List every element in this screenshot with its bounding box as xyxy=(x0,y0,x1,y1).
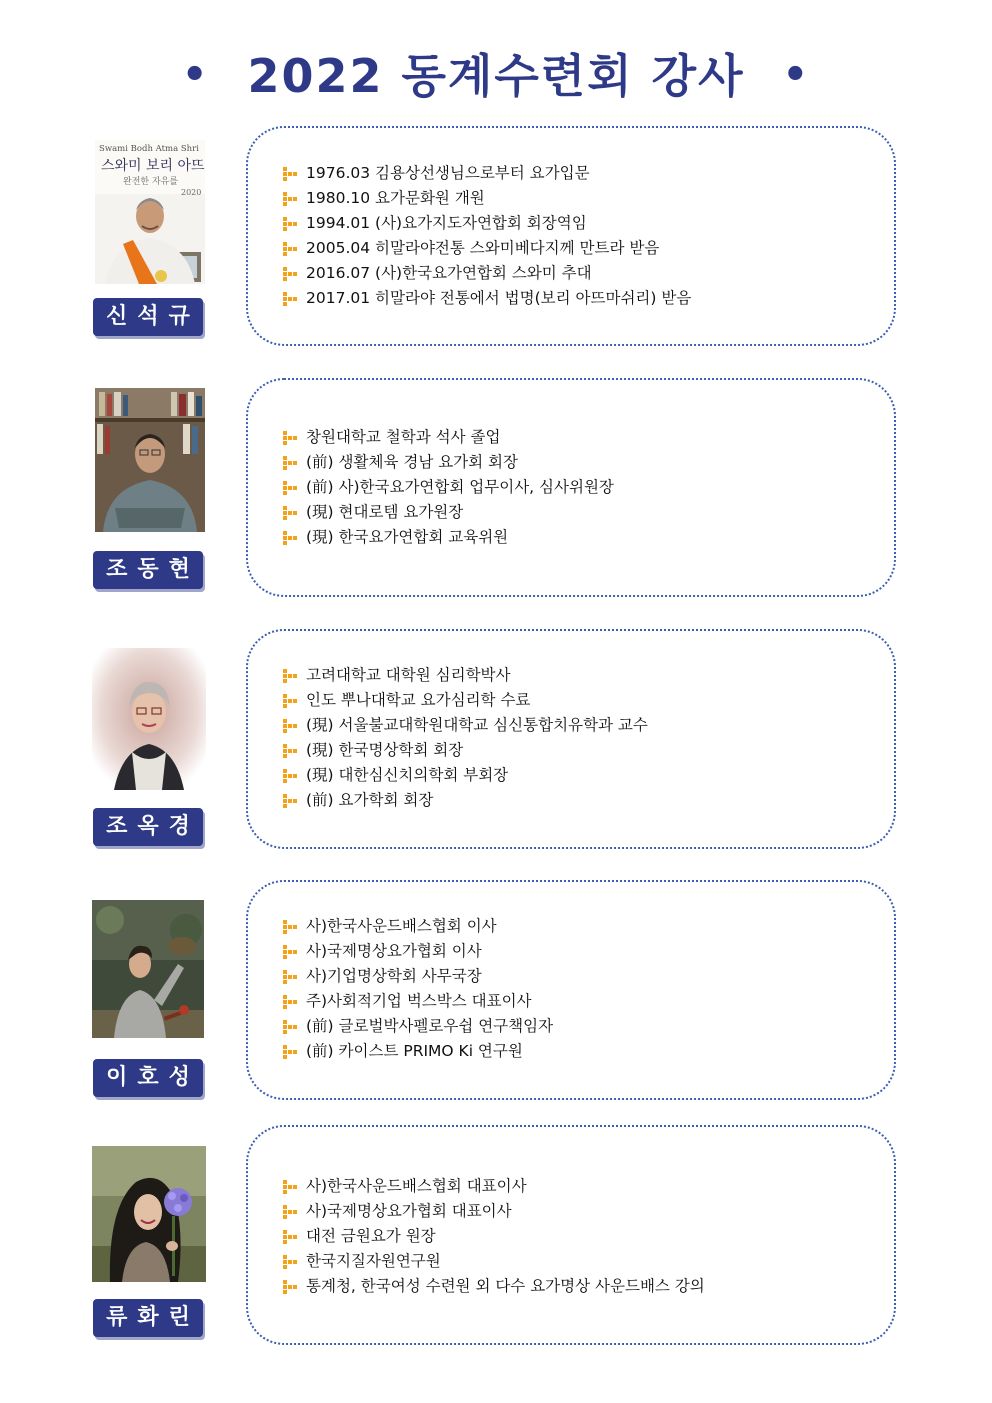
bullet-icon xyxy=(282,718,298,734)
bullet-icon xyxy=(282,505,298,521)
career-list-1 xyxy=(282,161,691,311)
speaker-name-2: 조동현 xyxy=(93,551,203,589)
list-item: (前) 요가학회 회장 xyxy=(282,788,648,813)
photo-caption-line4: 2020 xyxy=(181,188,202,197)
bullet-icon xyxy=(282,1254,298,1270)
bullet-icon xyxy=(282,291,298,307)
bullet-icon xyxy=(282,480,298,496)
list-item: (現) 한국요가연합회 교육위원 xyxy=(282,525,614,550)
career-list-3 xyxy=(282,663,648,813)
list-item: 1994.01 (사)요가지도자연합회 회장역임 xyxy=(282,211,691,236)
career-list-4 xyxy=(282,914,553,1064)
photo-caption-line1: Swami Bodh Atma Shri xyxy=(99,144,199,154)
list-item: 사)국제명상요가협회 대표이사 xyxy=(282,1199,705,1224)
list-item: 통계청, 한국여성 수련원 외 다수 요가명상 사운드배스 강의 xyxy=(282,1274,705,1299)
list-item: (現) 한국명상학회 회장 xyxy=(282,738,648,763)
bullet-icon xyxy=(282,241,298,257)
list-item: 사)기업명상학회 사무국장 xyxy=(282,964,553,989)
list-item: (前) 생활체육 경남 요가회 회장 xyxy=(282,450,614,475)
list-item: 2016.07 (사)한국요가연합회 스와미 추대 xyxy=(282,261,691,286)
speaker-photo-5 xyxy=(92,1146,206,1282)
list-item: 주)사회적기업 벅스박스 대표이사 xyxy=(282,989,553,1014)
career-list-2 xyxy=(282,425,614,550)
photo-caption-line3: 완전한 자유를 xyxy=(123,177,179,187)
list-item: 1980.10 요가문화원 개원 xyxy=(282,186,691,211)
bullet-icon xyxy=(282,693,298,709)
list-item: 고려대학교 대학원 심리학박사 xyxy=(282,663,648,688)
list-item: (現) 현대로템 요가원장 xyxy=(282,500,614,525)
bullet-icon xyxy=(282,1279,298,1295)
list-item: 한국지질자원연구원 xyxy=(282,1249,705,1274)
speaker-photo-4 xyxy=(92,900,204,1038)
bullet-icon xyxy=(282,166,298,182)
bullet-icon xyxy=(282,430,298,446)
bullet-icon xyxy=(282,266,298,282)
list-item: 2005.04 히말라야전통 스와미베다지께 만트라 받음 xyxy=(282,236,691,261)
career-list-5 xyxy=(282,1174,705,1299)
list-item: 인도 뿌나대학교 요가심리학 수료 xyxy=(282,688,648,713)
list-item: 대전 금원요가 원장 xyxy=(282,1224,705,1249)
speaker-name-5: 류화린 xyxy=(93,1299,203,1337)
bullet-icon xyxy=(282,455,298,471)
speaker-photo-1 xyxy=(95,140,205,284)
bullet-icon xyxy=(282,1044,298,1060)
bullet-icon xyxy=(282,1229,298,1245)
title-text: 2022 동계수련회 강사 xyxy=(247,49,745,103)
speaker-card-3 xyxy=(246,629,896,849)
bullet-icon xyxy=(282,216,298,232)
speaker-card-4 xyxy=(246,880,896,1100)
title-bullet-right: • xyxy=(782,52,811,98)
list-item: (前) 카이스트 PRIMO Ki 연구원 xyxy=(282,1039,553,1064)
speaker-card-2 xyxy=(246,378,896,597)
list-item: 1976.03 김용상선생님으로부터 요가입문 xyxy=(282,161,691,186)
bullet-icon xyxy=(282,768,298,784)
bullet-icon xyxy=(282,191,298,207)
bullet-icon xyxy=(282,1179,298,1195)
list-item: 사)한국사운드배스협회 이사 xyxy=(282,914,553,939)
bullet-icon xyxy=(282,994,298,1010)
speaker-photo-3 xyxy=(92,648,206,790)
list-item: 사)한국사운드배스협회 대표이사 xyxy=(282,1174,705,1199)
list-item: (現) 서울불교대학원대학교 심신통합치유학과 교수 xyxy=(282,713,648,738)
bullet-icon xyxy=(282,743,298,759)
list-item: (前) 글로벌박사펠로우쉽 연구책임자 xyxy=(282,1014,553,1039)
list-item: (前) 사)한국요가연합회 업무이사, 심사위원장 xyxy=(282,475,614,500)
speaker-name-3: 조옥경 xyxy=(93,808,203,846)
bullet-icon xyxy=(282,668,298,684)
list-item: 창원대학교 철학과 석사 졸업 xyxy=(282,425,614,450)
speaker-photo-2 xyxy=(95,388,205,532)
bullet-icon xyxy=(282,969,298,985)
title-bullet-left: • xyxy=(181,52,210,98)
list-item: 사)국제명상요가협회 이사 xyxy=(282,939,553,964)
bullet-icon xyxy=(282,944,298,960)
photo-caption-line2: 스와미 보리 아뜨 xyxy=(101,158,205,174)
speaker-card-5 xyxy=(246,1125,896,1345)
bullet-icon xyxy=(282,793,298,809)
speaker-card-1 xyxy=(246,126,896,346)
bullet-icon xyxy=(282,530,298,546)
list-item: 2017.01 히말라야 전통에서 법명(보리 아뜨마쉬리) 받음 xyxy=(282,286,691,311)
bullet-icon xyxy=(282,1019,298,1035)
speaker-name-4: 이호성 xyxy=(93,1059,203,1097)
bullet-icon xyxy=(282,919,298,935)
speaker-name-1: 신석규 xyxy=(93,298,203,336)
list-item: (現) 대한심신치의학회 부회장 xyxy=(282,763,648,788)
page-title xyxy=(0,40,992,106)
bullet-icon xyxy=(282,1204,298,1220)
